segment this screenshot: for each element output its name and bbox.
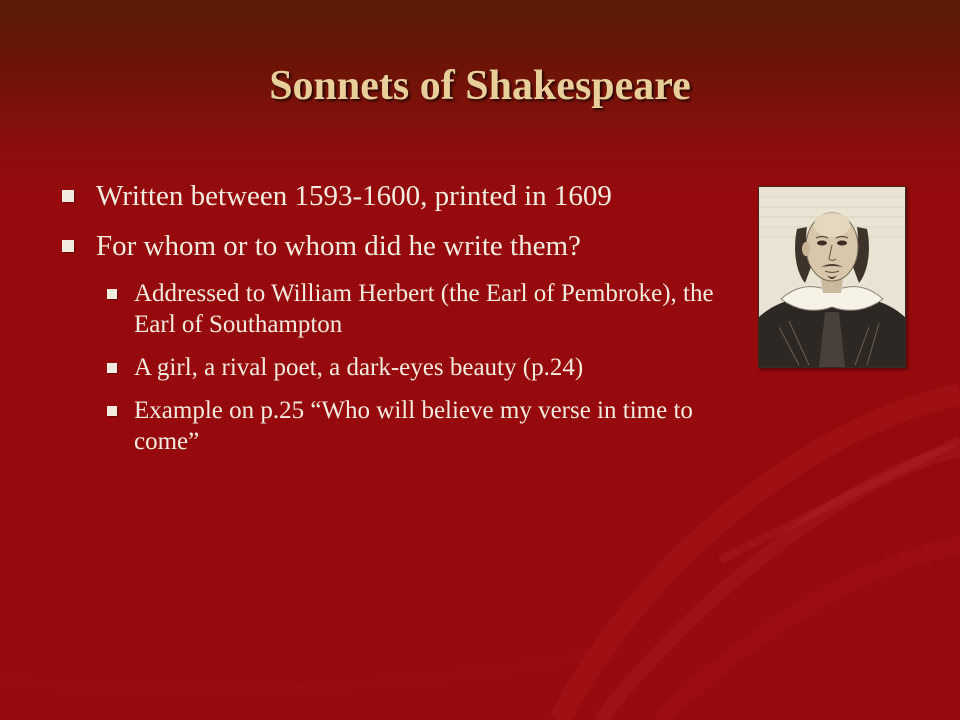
square-bullet-icon <box>107 289 117 299</box>
square-bullet-icon <box>107 406 117 416</box>
sub-bullet-item <box>104 278 720 340</box>
slide-title: Sonnets of Shakespeare <box>269 63 691 109</box>
sub-bullet-text: A girl, a rival poet, a dark-eyes beauty (p.24) <box>134 354 584 381</box>
square-bullet-icon <box>107 363 117 373</box>
shakespeare-portrait-image <box>758 186 906 368</box>
sub-bullet-item <box>104 352 720 383</box>
sub-bullet-text: Addressed to William Herbert (the Earl of Pembroke), the Earl of Southampton <box>134 280 714 338</box>
portrait-engraving <box>759 187 905 367</box>
bullet-item <box>60 178 720 214</box>
sub-bullet-item <box>104 395 720 457</box>
sub-bullet-text: Example on p.25 “Who will believe my verse in time to come” <box>134 397 693 455</box>
bullet-item <box>60 228 720 264</box>
bullet-text: Written between 1593-1600, printed in 1609 <box>96 180 612 212</box>
bullet-list <box>60 178 720 469</box>
square-bullet-icon <box>62 240 74 252</box>
bullet-text: For whom or to whom did he write them? <box>96 230 581 262</box>
square-bullet-icon <box>62 190 74 202</box>
